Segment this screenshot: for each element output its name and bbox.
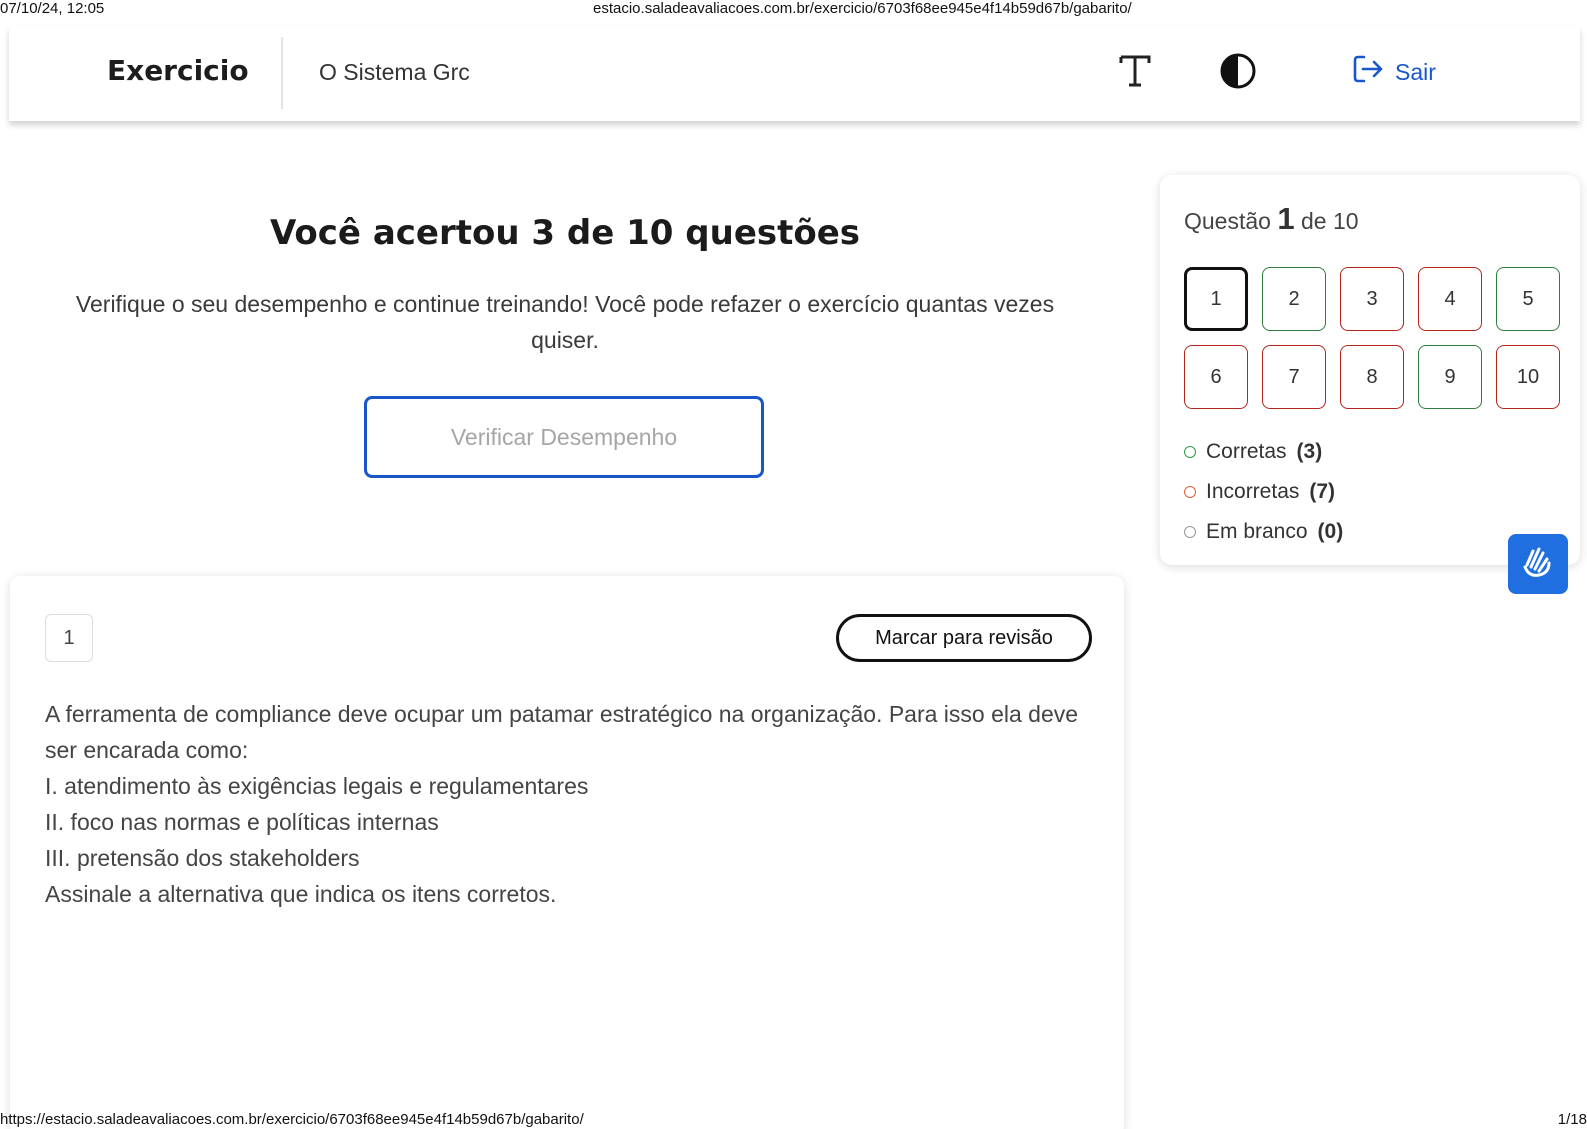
question-nav-button[interactable]: 3 (1340, 267, 1404, 331)
result-title: Você acertou 3 de 10 questões (269, 213, 861, 253)
question-statement (45, 696, 1085, 912)
sign-language-icon (1519, 543, 1557, 586)
page-title: Exercicio (107, 54, 249, 87)
print-header-url: estacio.saladeavaliacoes.com.br/exercicio/6703f68ee945e4f14b59d67b/gabarito/ (593, 0, 1132, 17)
contrast-icon[interactable] (1219, 52, 1257, 90)
question-text-line: II. foco nas normas e políticas internas (45, 809, 439, 835)
legend-label: Incorretas (1206, 480, 1300, 503)
current-question-number: 1 (1277, 201, 1295, 236)
question-nav-button[interactable]: 1 (1184, 267, 1248, 331)
question-number-badge: 1 (45, 614, 93, 662)
print-footer-url: https://estacio.saladeavaliacoes.com.br/exercicio/6703f68ee945e4f14b59d67b/gabarito/ (0, 1111, 584, 1128)
question-navigator (1160, 175, 1580, 565)
legend-dot-icon (1184, 486, 1196, 498)
question-nav-button[interactable]: 9 (1418, 345, 1482, 409)
question-text-line: Assinale a alternativa que indica os itens corretos. (45, 881, 557, 907)
legend-count: (3) (1296, 440, 1323, 463)
question-counter-suffix: de 10 (1300, 208, 1359, 234)
sign-language-button[interactable] (1508, 534, 1568, 594)
question-nav-button[interactable]: 4 (1418, 267, 1482, 331)
question-grid (1184, 267, 1562, 409)
status-legend (1184, 432, 1343, 552)
question-nav-button[interactable]: 5 (1496, 267, 1560, 331)
question-card (10, 576, 1124, 1129)
question-nav-button[interactable]: 2 (1262, 267, 1326, 331)
question-counter (1184, 201, 1359, 237)
legend-item (1184, 432, 1343, 472)
legend-dot-icon (1184, 526, 1196, 538)
question-nav-button[interactable]: 7 (1262, 345, 1326, 409)
question-text-line: A ferramenta de compliance deve ocupar um patamar estratégico na organização. Para isso ela deve ser encarada como: (45, 701, 1079, 763)
question-nav-button[interactable]: 8 (1340, 345, 1404, 409)
legend-label: Em branco (1206, 520, 1308, 543)
print-footer (0, 1111, 1587, 1129)
legend-count: (0) (1317, 520, 1344, 543)
verify-performance-button[interactable]: Verificar Desempenho (364, 396, 764, 478)
legend-label: Corretas (1206, 440, 1287, 463)
question-text-line: III. pretensão dos stakeholders (45, 845, 360, 871)
legend-item (1184, 512, 1343, 552)
print-header (0, 0, 1587, 22)
question-nav-button[interactable]: 10 (1496, 345, 1560, 409)
question-text-line: I. atendimento às exigências legais e regulamentares (45, 773, 589, 799)
legend-count: (7) (1309, 480, 1336, 503)
logout-label: Sair (1395, 58, 1436, 85)
question-counter-prefix: Questão (1184, 208, 1271, 234)
result-subtitle: Verifique o seu desempenho e continue treinando! Você pode refazer o exercício quantas vezes quiser. (75, 291, 1055, 353)
header-divider (281, 37, 283, 109)
logout-button[interactable] (1351, 55, 1436, 89)
print-date: 07/10/24, 12:05 (0, 0, 105, 17)
legend-item (1184, 472, 1343, 512)
exercise-subtitle: O Sistema Grc (319, 59, 470, 85)
top-bar (9, 27, 1580, 121)
print-page-number: 1/18 (1557, 1111, 1587, 1128)
logout-icon (1351, 52, 1385, 92)
mark-for-review-button[interactable]: Marcar para revisão (836, 614, 1092, 662)
font-size-icon[interactable] (1117, 51, 1153, 91)
question-nav-button[interactable]: 6 (1184, 345, 1248, 409)
legend-dot-icon (1184, 446, 1196, 458)
